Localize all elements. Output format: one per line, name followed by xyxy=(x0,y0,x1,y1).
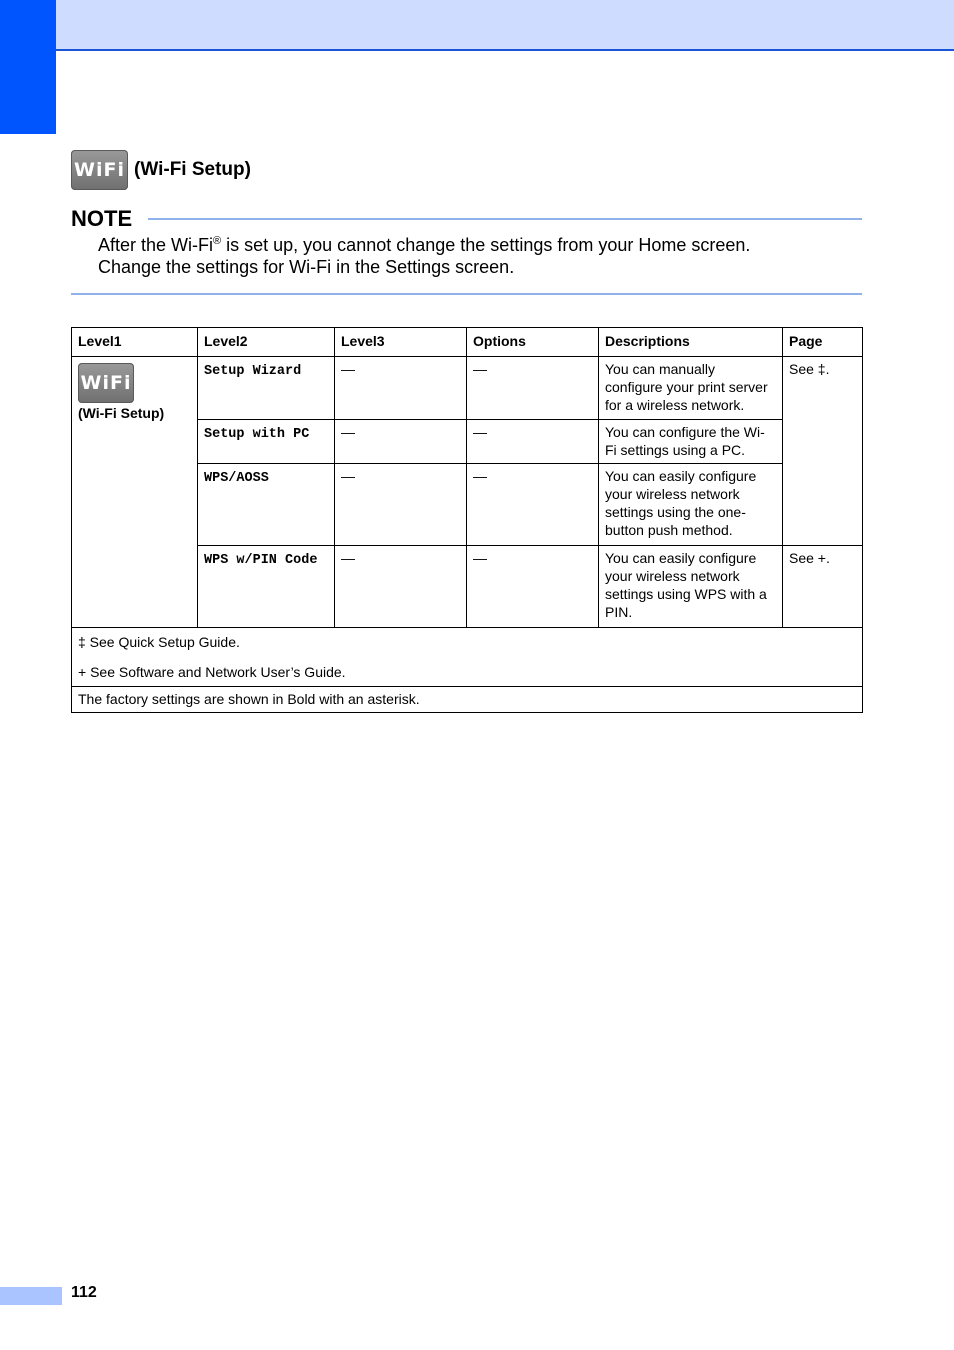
description-cell: You can easily configure your wireless network settings using WPS with a PIN. xyxy=(599,546,783,628)
page-number: 112 xyxy=(71,1284,97,1301)
note-top-rule xyxy=(148,218,862,220)
note-body xyxy=(98,234,750,278)
section-title: (Wi-Fi Setup) xyxy=(134,159,251,180)
note-line-1: After the Wi-Fi® is set up, you cannot change the settings from your Home screen. xyxy=(98,235,751,255)
footnote-row xyxy=(72,628,863,687)
page-cell: See +. xyxy=(783,546,863,628)
level3-cell: — xyxy=(335,464,467,546)
options-cell: — xyxy=(467,546,599,628)
factory-note-row xyxy=(72,687,863,713)
wifi-icon: WiFi xyxy=(71,150,128,190)
level2-cell: Setup with PC xyxy=(198,420,335,464)
footnote-quick-setup: ‡ See Quick Setup Guide. xyxy=(78,634,240,650)
factory-note-cell: The factory settings are shown in Bold with an asterisk. xyxy=(72,687,863,713)
header-band xyxy=(0,0,954,51)
header-page: Page xyxy=(783,328,863,357)
level3-cell: — xyxy=(335,357,467,420)
header-level1: Level1 xyxy=(72,328,198,357)
note-label: NOTE xyxy=(71,206,133,231)
options-cell: — xyxy=(467,464,599,546)
note-header xyxy=(71,205,862,233)
level2-cell: WPS w/PIN Code xyxy=(198,546,335,628)
page-cell: See ‡. xyxy=(783,357,863,546)
description-cell: You can manually configure your print server for a wireless network. xyxy=(599,357,783,420)
level3-cell: — xyxy=(335,420,467,464)
table-header-row xyxy=(72,328,863,357)
footnotes-cell xyxy=(72,628,863,687)
page-number-tab xyxy=(0,1287,62,1305)
description-cell: You can easily configure your wireless network settings using the one-button push method. xyxy=(599,464,783,546)
options-cell: — xyxy=(467,420,599,464)
section-heading xyxy=(71,150,251,190)
note-bottom-rule xyxy=(71,293,862,295)
footnote-network-guide: + See Software and Network User’s Guide. xyxy=(78,664,346,680)
level2-cell: Setup Wizard xyxy=(198,357,335,420)
description-cell: You can configure the Wi-Fi settings using a PC. xyxy=(599,420,783,464)
header-level2: Level2 xyxy=(198,328,335,357)
options-cell: — xyxy=(467,357,599,420)
wifi-icon: WiFi xyxy=(78,363,134,403)
header-descriptions: Descriptions xyxy=(599,328,783,357)
header-options: Options xyxy=(467,328,599,357)
table-row xyxy=(72,357,863,420)
level2-cell: WPS/AOSS xyxy=(198,464,335,546)
level1-cell xyxy=(72,357,198,628)
header-level3: Level3 xyxy=(335,328,467,357)
level1-label: (Wi-Fi Setup) xyxy=(78,405,165,421)
level3-cell: — xyxy=(335,546,467,628)
settings-table xyxy=(71,327,863,713)
chapter-tab xyxy=(0,0,56,134)
note-line-2: Change the settings for Wi-Fi in the Settings screen. xyxy=(98,257,515,277)
